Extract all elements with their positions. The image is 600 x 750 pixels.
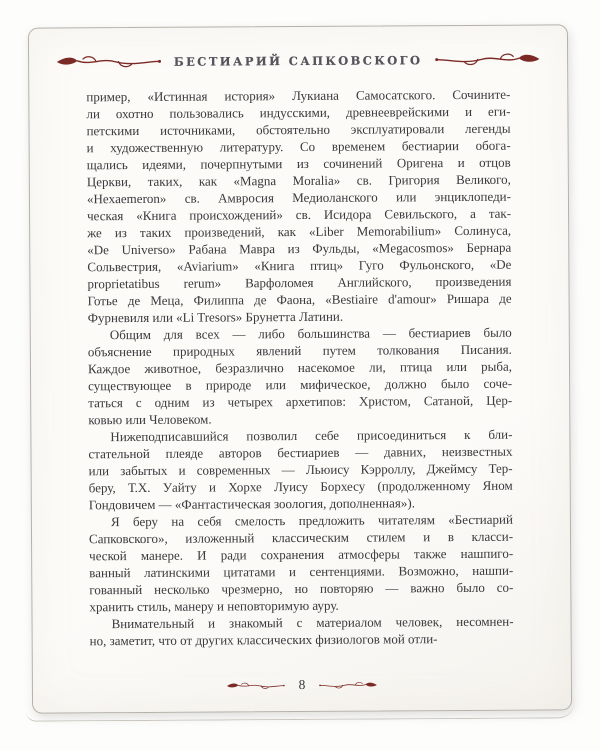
- text-line: Каждое животное, безразлично насекомое ли, птица или рыба,: [87, 358, 513, 377]
- footer-flourish-left-icon: [225, 679, 287, 692]
- text-line: Готье де Меца, Филиппа де Фаона, «Bestiaire d'amour» Ришара де: [87, 290, 512, 309]
- paragraph: [89, 511, 514, 616]
- text-line: или забытых и современных — Льюису Кэрроллу, Джеймсу Тер-: [88, 460, 513, 479]
- book-page: [28, 24, 572, 713]
- text-line: Я беру на себя смелость предложить читателям «Бестиарий: [110, 511, 513, 530]
- text-line: Фурневиля или «Li Tresors» Брунетта Латини.: [87, 308, 344, 326]
- text-line: Церкви, таких, как «Magna Moralia» св. Григория Великого,: [86, 171, 511, 190]
- text-line: Сапковского», изложенный классическим стилем и в класси-: [88, 528, 514, 547]
- text-line: щались идеями, почерпнутыми из сочинений Оригена и отцов: [86, 154, 511, 173]
- header-flourish-right-icon: [431, 52, 543, 68]
- text-line: хранить стиль, манеру и неповторимую ауру.: [89, 597, 339, 615]
- text-line: пример, «Истинная история» Лукиана Самосатского. Сочините-: [86, 86, 511, 105]
- text-line: Сольвестрия, «Aviarium» «Книга птиц» Гуго Фульонского, «De: [87, 256, 512, 275]
- text-body: [86, 86, 513, 650]
- text-line: но, заметит, что от других классических физиологов мой отли-: [89, 631, 438, 649]
- paragraph: [88, 324, 513, 429]
- text-line: Гондовичем — «Фантастическая зоология, дополненная»).: [88, 495, 415, 513]
- text-line: ковью или Человеком.: [88, 411, 212, 428]
- text-line: «Hexaemeron» св. Амвросия Медиоланского или энциклопеди-: [86, 188, 511, 207]
- text-line: объяснение природных явлений путем толкования Писания.: [87, 341, 512, 360]
- page-footer: [33, 675, 571, 694]
- text-line: ванный латинскими цитатами и сентенциями. Возможно, нашпи-: [89, 562, 514, 581]
- text-line: ческая «Книга происхождений» св. Исидора Севильского, а так-: [87, 205, 512, 224]
- text-line: «De Universo» Рабана Мавра из Фульды, «Megacosmos» Бернара: [87, 239, 512, 258]
- text-line: же из таких произведений, как «Liber Memorabilium» Солинуса,: [87, 222, 512, 241]
- text-line: ли охотно пользовались индусскими, древнееврейскими и еги-: [86, 103, 511, 122]
- text-line: Общим для всех — либо большинства — бестиариев было: [109, 324, 512, 343]
- text-line: таться с одним из четырех архетипов: Христом, Сатаной, Цер-: [88, 392, 513, 411]
- text-line: гованный несколько чрезмерно, но повторяю — важно было со-: [89, 579, 514, 598]
- footer-flourish-right-icon: [317, 678, 379, 691]
- text-line: Внимательный и знакомый с материалом человек, несомнен-: [111, 613, 514, 632]
- text-line: беру, Т.Х. Уайту и Хорхе Луису Борхесу (продолженному Яном: [88, 477, 513, 496]
- text-line: существующее в природе или мифическое, должно было соче-: [88, 375, 513, 394]
- paragraph: [90, 613, 514, 650]
- paragraph: [88, 426, 513, 514]
- page-title: БЕСТИАРИЙ САПКОВСКОГО: [173, 52, 423, 69]
- text-line: Нижеподписавшийся позволил себе присоединиться к бли-: [110, 426, 513, 445]
- text-line: и художественную литературу. Со временем бестиарии обога-: [86, 137, 511, 156]
- page-header: [29, 51, 567, 69]
- page-number: 8: [298, 676, 306, 693]
- header-flourish-left-icon: [53, 54, 165, 70]
- text-line: петскими источниками, обстоятельно эксплуатировали легенды: [86, 120, 511, 139]
- text-line: стательной плеяде авторов бестиариев — давних, неизвестных: [88, 443, 513, 462]
- text-line: proprietatibus rerum» Варфоломея Английского, произведения: [87, 273, 512, 292]
- paragraph: [86, 86, 511, 327]
- text-line: ческой манере. И ради сохранения атмосферы также нашпиго-: [89, 545, 514, 564]
